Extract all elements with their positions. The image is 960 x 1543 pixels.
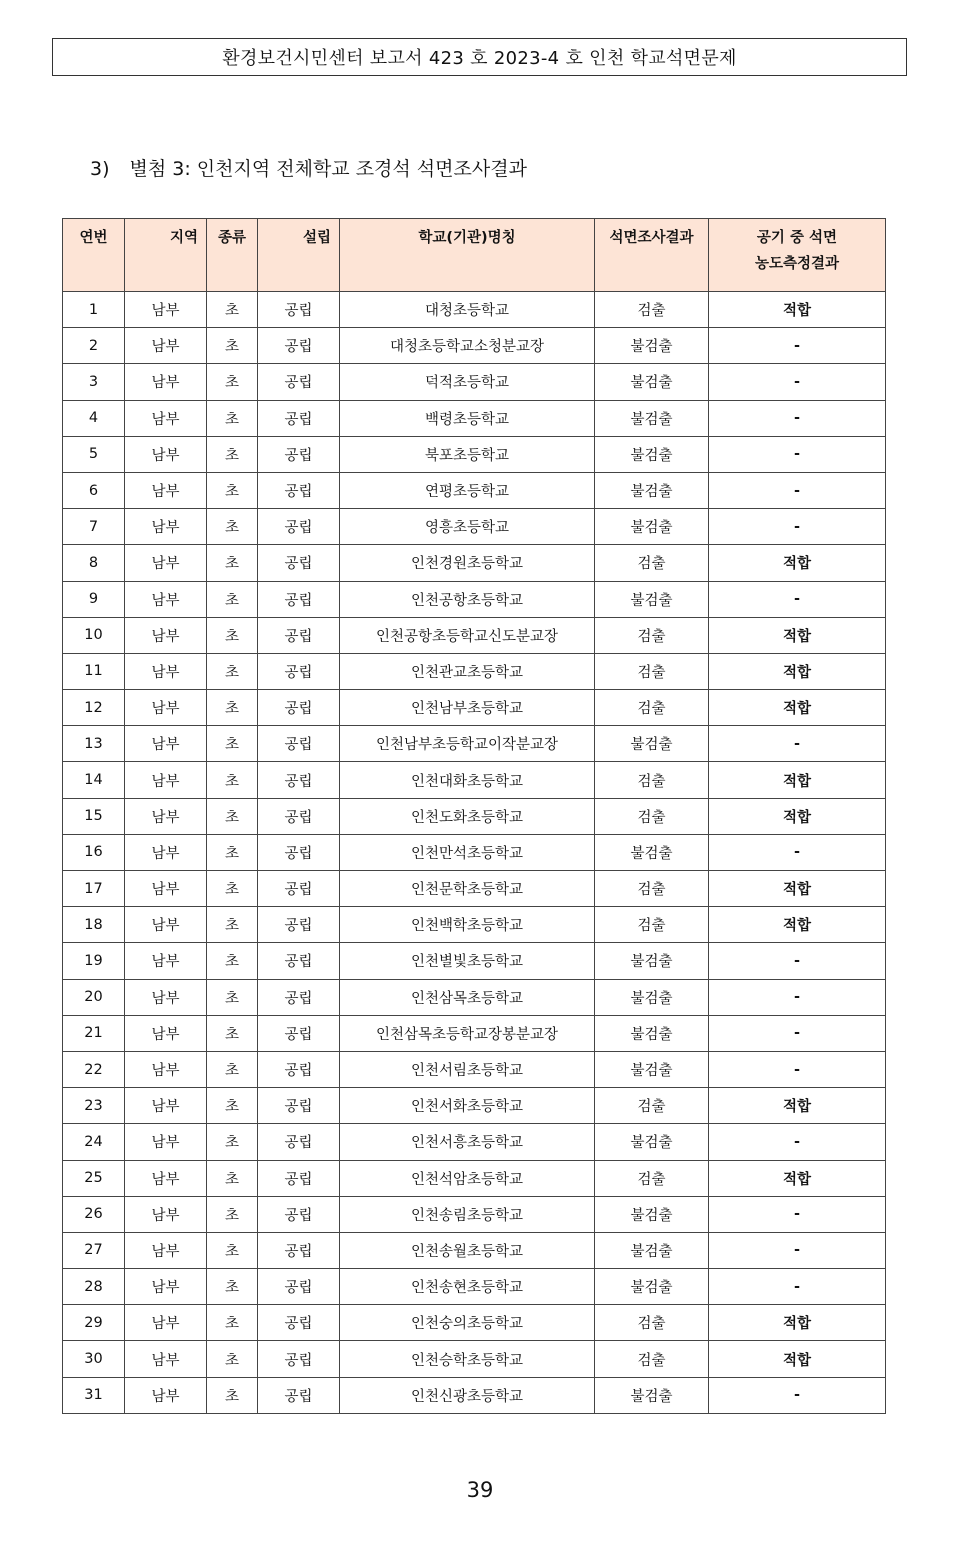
cell-school-name: 인천송림초등학교: [340, 1196, 595, 1232]
cell-establishment: 공립: [258, 726, 340, 762]
cell-serial: 3: [63, 364, 125, 400]
header-survey-result: 석면조사결과: [595, 219, 709, 292]
cell-establishment: 공립: [258, 907, 340, 943]
cell-survey-result: 검출: [595, 617, 709, 653]
cell-establishment: 공립: [258, 943, 340, 979]
table-row: [63, 1269, 886, 1305]
table-row: [63, 545, 886, 581]
cell-air-result: -: [709, 1269, 886, 1305]
cell-region: 남부: [125, 581, 207, 617]
cell-school-name: 인천신광초등학교: [340, 1377, 595, 1413]
cell-air-result: -: [709, 979, 886, 1015]
cell-air-result: -: [709, 472, 886, 508]
section-title-text: 별첨 3: 인천지역 전체학교 조경석 석면조사결과: [129, 158, 527, 180]
cell-survey-result: 불검출: [595, 509, 709, 545]
table-row: [63, 472, 886, 508]
cell-air-result: -: [709, 1232, 886, 1268]
cell-air-result: 적합: [709, 871, 886, 907]
cell-establishment: 공립: [258, 1088, 340, 1124]
header-region: 지역: [125, 219, 207, 292]
cell-serial: 23: [63, 1088, 125, 1124]
cell-air-result: 적합: [709, 1305, 886, 1341]
table-row: [63, 1377, 886, 1413]
cell-serial: 14: [63, 762, 125, 798]
cell-air-result: -: [709, 400, 886, 436]
cell-serial: 7: [63, 509, 125, 545]
table-row: [63, 292, 886, 328]
cell-establishment: 공립: [258, 979, 340, 1015]
cell-school-name: 인천남부초등학교이작분교장: [340, 726, 595, 762]
cell-air-result: -: [709, 943, 886, 979]
table-row: [63, 1341, 886, 1377]
cell-school-name: 인천삼목초등학교장봉분교장: [340, 1015, 595, 1051]
cell-air-result: -: [709, 1015, 886, 1051]
asbestos-survey-table: [62, 218, 886, 1414]
cell-survey-result: 불검출: [595, 328, 709, 364]
cell-survey-result: 불검출: [595, 1124, 709, 1160]
cell-school-name: 인천승학초등학교: [340, 1341, 595, 1377]
cell-air-result: -: [709, 1124, 886, 1160]
cell-serial: 29: [63, 1305, 125, 1341]
cell-serial: 5: [63, 436, 125, 472]
cell-type: 초: [207, 1377, 258, 1413]
cell-type: 초: [207, 1305, 258, 1341]
cell-type: 초: [207, 943, 258, 979]
cell-establishment: 공립: [258, 798, 340, 834]
cell-region: 남부: [125, 472, 207, 508]
cell-type: 초: [207, 581, 258, 617]
cell-establishment: 공립: [258, 834, 340, 870]
cell-region: 남부: [125, 328, 207, 364]
cell-school-name: 인천숭의초등학교: [340, 1305, 595, 1341]
table-row: [63, 1196, 886, 1232]
cell-serial: 20: [63, 979, 125, 1015]
cell-school-name: 연평초등학교: [340, 472, 595, 508]
cell-region: 남부: [125, 762, 207, 798]
cell-serial: 10: [63, 617, 125, 653]
cell-school-name: 인천석암초등학교: [340, 1160, 595, 1196]
cell-type: 초: [207, 472, 258, 508]
cell-school-name: 인천별빛초등학교: [340, 943, 595, 979]
cell-region: 남부: [125, 1088, 207, 1124]
cell-school-name: 덕적초등학교: [340, 364, 595, 400]
cell-school-name: 인천서림초등학교: [340, 1051, 595, 1087]
cell-region: 남부: [125, 653, 207, 689]
cell-establishment: 공립: [258, 400, 340, 436]
cell-air-result: -: [709, 834, 886, 870]
section-number: 3): [90, 158, 110, 180]
cell-serial: 21: [63, 1015, 125, 1051]
table-row: [63, 436, 886, 472]
cell-establishment: 공립: [258, 1305, 340, 1341]
cell-type: 초: [207, 1015, 258, 1051]
cell-establishment: 공립: [258, 472, 340, 508]
cell-type: 초: [207, 509, 258, 545]
cell-air-result: 적합: [709, 292, 886, 328]
cell-air-result: 적합: [709, 653, 886, 689]
cell-establishment: 공립: [258, 328, 340, 364]
cell-type: 초: [207, 617, 258, 653]
cell-survey-result: 검출: [595, 1305, 709, 1341]
cell-establishment: 공립: [258, 292, 340, 328]
cell-type: 초: [207, 1124, 258, 1160]
cell-type: 초: [207, 328, 258, 364]
cell-survey-result: 검출: [595, 690, 709, 726]
table-row: [63, 762, 886, 798]
cell-survey-result: 불검출: [595, 1051, 709, 1087]
table-row: [63, 1232, 886, 1268]
cell-establishment: 공립: [258, 653, 340, 689]
cell-survey-result: 불검출: [595, 943, 709, 979]
cell-establishment: 공립: [258, 509, 340, 545]
report-header: [52, 38, 907, 76]
cell-air-result: 적합: [709, 1160, 886, 1196]
cell-establishment: 공립: [258, 1269, 340, 1305]
cell-type: 초: [207, 690, 258, 726]
cell-region: 남부: [125, 798, 207, 834]
cell-region: 남부: [125, 907, 207, 943]
cell-school-name: 인천삼목초등학교: [340, 979, 595, 1015]
cell-type: 초: [207, 653, 258, 689]
cell-region: 남부: [125, 690, 207, 726]
cell-air-result: -: [709, 1196, 886, 1232]
cell-survey-result: 검출: [595, 762, 709, 798]
cell-air-result: 적합: [709, 617, 886, 653]
cell-region: 남부: [125, 1015, 207, 1051]
cell-establishment: 공립: [258, 1341, 340, 1377]
cell-region: 남부: [125, 1305, 207, 1341]
cell-serial: 11: [63, 653, 125, 689]
cell-region: 남부: [125, 979, 207, 1015]
header-air-line1: 공기 중 석면: [756, 230, 838, 246]
cell-school-name: 인천송월초등학교: [340, 1232, 595, 1268]
cell-school-name: 인천대화초등학교: [340, 762, 595, 798]
cell-establishment: 공립: [258, 1232, 340, 1268]
section-title: [90, 154, 527, 181]
cell-serial: 18: [63, 907, 125, 943]
cell-establishment: 공립: [258, 1124, 340, 1160]
cell-region: 남부: [125, 834, 207, 870]
cell-establishment: 공립: [258, 1377, 340, 1413]
cell-survey-result: 검출: [595, 653, 709, 689]
header-air-line2: 농도측정결과: [754, 256, 840, 272]
cell-region: 남부: [125, 617, 207, 653]
cell-air-result: -: [709, 1377, 886, 1413]
cell-region: 남부: [125, 1051, 207, 1087]
cell-air-result: -: [709, 581, 886, 617]
table-row: [63, 834, 886, 870]
cell-survey-result: 불검출: [595, 400, 709, 436]
cell-school-name: 대청초등학교: [340, 292, 595, 328]
cell-air-result: -: [709, 436, 886, 472]
header-type: 종류: [207, 219, 258, 292]
table-row: [63, 798, 886, 834]
cell-air-result: 적합: [709, 907, 886, 943]
cell-type: 초: [207, 834, 258, 870]
cell-serial: 27: [63, 1232, 125, 1268]
cell-school-name: 대청초등학교소청분교장: [340, 328, 595, 364]
cell-serial: 13: [63, 726, 125, 762]
table-row: [63, 581, 886, 617]
cell-type: 초: [207, 726, 258, 762]
cell-school-name: 인천공항초등학교신도분교장: [340, 617, 595, 653]
cell-establishment: 공립: [258, 1196, 340, 1232]
cell-serial: 15: [63, 798, 125, 834]
cell-region: 남부: [125, 1232, 207, 1268]
cell-survey-result: 검출: [595, 1160, 709, 1196]
table-row: [63, 617, 886, 653]
cell-establishment: 공립: [258, 1015, 340, 1051]
cell-type: 초: [207, 1232, 258, 1268]
cell-type: 초: [207, 762, 258, 798]
cell-survey-result: 불검출: [595, 1015, 709, 1051]
cell-region: 남부: [125, 509, 207, 545]
cell-type: 초: [207, 436, 258, 472]
header-school-name: 학교(기관)명칭: [340, 219, 595, 292]
cell-school-name: 인천백학초등학교: [340, 907, 595, 943]
cell-survey-result: 불검출: [595, 581, 709, 617]
page-number: 39: [466, 1478, 494, 1502]
cell-region: 남부: [125, 943, 207, 979]
cell-type: 초: [207, 1160, 258, 1196]
cell-region: 남부: [125, 364, 207, 400]
table-row: [63, 1015, 886, 1051]
cell-establishment: 공립: [258, 545, 340, 581]
cell-serial: 31: [63, 1377, 125, 1413]
cell-survey-result: 검출: [595, 292, 709, 328]
cell-serial: 25: [63, 1160, 125, 1196]
cell-establishment: 공립: [258, 871, 340, 907]
cell-type: 초: [207, 1196, 258, 1232]
header-establishment: 설립: [258, 219, 340, 292]
cell-serial: 30: [63, 1341, 125, 1377]
table-row: [63, 1088, 886, 1124]
cell-region: 남부: [125, 1124, 207, 1160]
table-row: [63, 1305, 886, 1341]
cell-region: 남부: [125, 726, 207, 762]
table-row: [63, 364, 886, 400]
header-serial: 연번: [63, 219, 125, 292]
table-header-row: [63, 219, 886, 292]
cell-survey-result: 불검출: [595, 472, 709, 508]
cell-air-result: -: [709, 364, 886, 400]
cell-establishment: 공립: [258, 364, 340, 400]
cell-school-name: 인천경원초등학교: [340, 545, 595, 581]
cell-school-name: 인천만석초등학교: [340, 834, 595, 870]
cell-establishment: 공립: [258, 617, 340, 653]
cell-type: 초: [207, 400, 258, 436]
cell-survey-result: 불검출: [595, 1232, 709, 1268]
cell-air-result: 적합: [709, 1341, 886, 1377]
cell-establishment: 공립: [258, 1160, 340, 1196]
cell-region: 남부: [125, 400, 207, 436]
table-row: [63, 979, 886, 1015]
cell-school-name: 인천서화초등학교: [340, 1088, 595, 1124]
cell-region: 남부: [125, 545, 207, 581]
table-row: [63, 1160, 886, 1196]
cell-type: 초: [207, 292, 258, 328]
cell-type: 초: [207, 1088, 258, 1124]
cell-survey-result: 불검출: [595, 1196, 709, 1232]
cell-serial: 28: [63, 1269, 125, 1305]
cell-region: 남부: [125, 1269, 207, 1305]
table-body: [63, 292, 886, 1414]
cell-region: 남부: [125, 871, 207, 907]
cell-survey-result: 불검출: [595, 364, 709, 400]
cell-serial: 4: [63, 400, 125, 436]
cell-survey-result: 불검출: [595, 1269, 709, 1305]
cell-survey-result: 불검출: [595, 834, 709, 870]
cell-air-result: 적합: [709, 762, 886, 798]
cell-school-name: 인천공항초등학교: [340, 581, 595, 617]
cell-survey-result: 불검출: [595, 979, 709, 1015]
cell-serial: 16: [63, 834, 125, 870]
cell-school-name: 영흥초등학교: [340, 509, 595, 545]
cell-air-result: 적합: [709, 1088, 886, 1124]
table-row: [63, 943, 886, 979]
table-row: [63, 509, 886, 545]
cell-school-name: 북포초등학교: [340, 436, 595, 472]
cell-school-name: 인천서흥초등학교: [340, 1124, 595, 1160]
table-row: [63, 328, 886, 364]
cell-region: 남부: [125, 1160, 207, 1196]
cell-establishment: 공립: [258, 581, 340, 617]
report-header-title: 환경보건시민센터 보고서 423 호 2023-4 호 인천 학교석면문제: [222, 48, 737, 69]
cell-survey-result: 검출: [595, 907, 709, 943]
cell-serial: 6: [63, 472, 125, 508]
cell-air-result: 적합: [709, 545, 886, 581]
table-row: [63, 1124, 886, 1160]
cell-type: 초: [207, 364, 258, 400]
cell-serial: 8: [63, 545, 125, 581]
cell-establishment: 공립: [258, 1051, 340, 1087]
cell-school-name: 백령초등학교: [340, 400, 595, 436]
cell-region: 남부: [125, 436, 207, 472]
cell-air-result: 적합: [709, 690, 886, 726]
cell-survey-result: 불검출: [595, 1377, 709, 1413]
cell-type: 초: [207, 545, 258, 581]
cell-type: 초: [207, 1341, 258, 1377]
cell-type: 초: [207, 907, 258, 943]
cell-air-result: -: [709, 726, 886, 762]
cell-survey-result: 검출: [595, 1088, 709, 1124]
cell-type: 초: [207, 871, 258, 907]
cell-establishment: 공립: [258, 436, 340, 472]
cell-survey-result: 검출: [595, 1341, 709, 1377]
cell-survey-result: 검출: [595, 545, 709, 581]
cell-establishment: 공립: [258, 690, 340, 726]
table-row: [63, 871, 886, 907]
cell-establishment: 공립: [258, 762, 340, 798]
table-row: [63, 653, 886, 689]
cell-type: 초: [207, 1051, 258, 1087]
cell-serial: 17: [63, 871, 125, 907]
cell-type: 초: [207, 1269, 258, 1305]
cell-air-result: -: [709, 1051, 886, 1087]
table-row: [63, 1051, 886, 1087]
table-row: [63, 400, 886, 436]
cell-survey-result: 불검출: [595, 436, 709, 472]
cell-serial: 1: [63, 292, 125, 328]
header-air-measurement: [709, 219, 886, 292]
table-row: [63, 907, 886, 943]
cell-region: 남부: [125, 1341, 207, 1377]
cell-school-name: 인천문학초등학교: [340, 871, 595, 907]
cell-type: 초: [207, 979, 258, 1015]
cell-region: 남부: [125, 292, 207, 328]
cell-serial: 22: [63, 1051, 125, 1087]
cell-survey-result: 불검출: [595, 726, 709, 762]
cell-serial: 9: [63, 581, 125, 617]
cell-region: 남부: [125, 1377, 207, 1413]
cell-serial: 2: [63, 328, 125, 364]
cell-serial: 26: [63, 1196, 125, 1232]
cell-air-result: 적합: [709, 798, 886, 834]
cell-region: 남부: [125, 1196, 207, 1232]
cell-school-name: 인천도화초등학교: [340, 798, 595, 834]
table-row: [63, 690, 886, 726]
cell-school-name: 인천남부초등학교: [340, 690, 595, 726]
cell-serial: 19: [63, 943, 125, 979]
cell-school-name: 인천송현초등학교: [340, 1269, 595, 1305]
cell-serial: 24: [63, 1124, 125, 1160]
cell-school-name: 인천관교초등학교: [340, 653, 595, 689]
cell-type: 초: [207, 798, 258, 834]
cell-air-result: -: [709, 509, 886, 545]
cell-serial: 12: [63, 690, 125, 726]
table-row: [63, 726, 886, 762]
cell-survey-result: 검출: [595, 798, 709, 834]
cell-air-result: -: [709, 328, 886, 364]
cell-survey-result: 검출: [595, 871, 709, 907]
